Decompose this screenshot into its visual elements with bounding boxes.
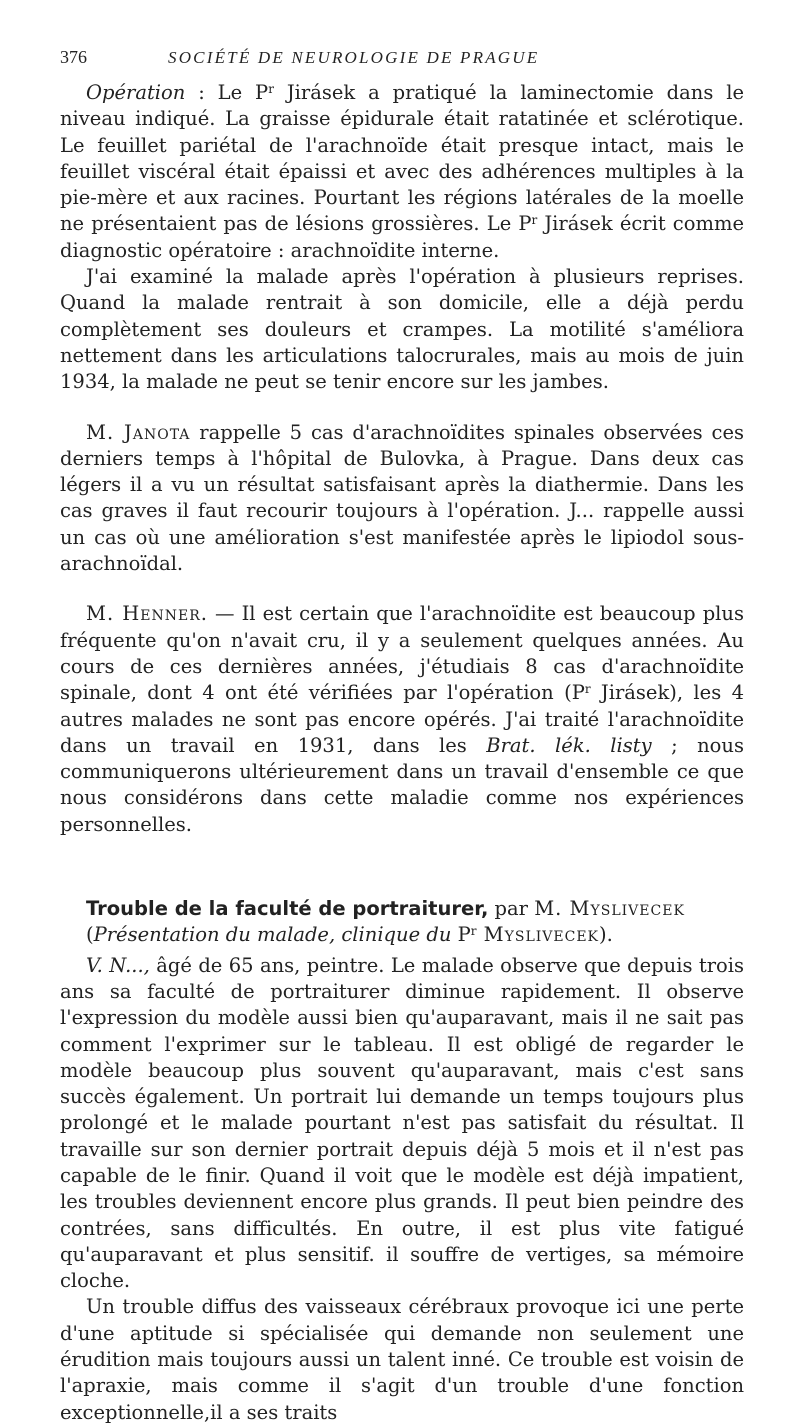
subtitle-dr: P (451, 923, 471, 947)
patient-initials: V. N..., (86, 953, 150, 977)
para1-sup2: r (531, 213, 538, 228)
para1-text-a: : Le P (185, 81, 269, 104)
para5-text: âgé de 65 ans, peintre. Le malade observe que depuis trois ans sa faculté de portraiturer diminue rapidement. Il observe l'expression du modèle aussi bien qu'auparavant, mais il ne sait pas comment l'exprimer sur le tableau. Il est obligé de regarder le modèle beaucoup plus souvent qu'auparavant, mais c'est sans succès également. Un portrait lui demande un temps toujours plus prolongé et le malade pourtant n'est pas satisfait du résultat. Il travaille sur son dernier portrait depuis déjà 5 mois et il n'est pas capable de le finir. Quand il voit que le modèle est déjà impatient, les troubles deviennent encore plus grands. Il peut bien peindre des contrées, sans difficultés. En outre, il est plus vite fatigué qu'auparavant et plus sensitif. il souffre de vertiges, sa mémoire cloche. (60, 953, 744, 1293)
operation-label: Opération (86, 81, 186, 104)
section-title: Trouble de la faculté de portraiturer, (86, 897, 489, 921)
running-head: SOCIÉTÉ DE NEUROLOGIE DE PRAGUE (168, 48, 540, 67)
paragraph-henner (60, 601, 744, 838)
page-number: 376 (60, 47, 87, 67)
subtitle-sup: r (470, 924, 477, 939)
section-subtitle (60, 922, 744, 948)
paragraph-operation (60, 80, 744, 264)
para1-text-b: Jirásek a pratiqué la laminectomie dans le niveau indiqué. La graisse épidurale était ratatinée et sclérotique. Le feuillet pariétal de l'arachnoïde était presque intact, mais le feuillet viscéral était épaissi et avec des adhérences multiples à la pie-mère et aux racines. Pourtant les régions latérales de la moelle ne présentaient pas de lésions grossières. Le P (60, 81, 745, 236)
spacer (60, 577, 744, 601)
paragraph-case (60, 953, 744, 1295)
spacer (60, 838, 744, 896)
paragraph-conclusion: Un trouble diffus des vaisseaux cérébraux provoque ici une perte d'une aptitude si spécialisée qui demande non seulement une érudition mais toujours aussi un talent inné. Ce trouble est voisin de l'apraxie, mais comme il s'agit d'un trouble d'une fonction exceptionnelle,il a ses traits (60, 1295, 744, 1424)
para4-text-c: ; nous communiquerons ultérieurement dans un travail d'ensemble ce que nous considérons dans cette maladie comme nos expériences personnelles. (60, 733, 744, 836)
paragraph-examination: J'ai examiné la malade après l'opération à plusieurs reprises. Quand la malade rentrait à son domicile, elle a déjà perdu complètement ses douleurs et crampes. La motilité s'améliora nettement dans les articulations talocrurales, mais au mois de juin 1934, la malade ne peut se tenir encore sur les jambes. (60, 265, 744, 394)
para4-text-a: — Il est certain que l'arachnoïdite est beaucoup plus fréquente qu'on n'avait cru, il y a seulement quelques années. Au cours de ces dernières années, j'étudiais 8 cas d'arachnoïdite spinale, dont 4 ont été vérifiées par l'opération (P (60, 602, 744, 705)
para3-text: rappelle 5 cas d'arachnoïdites spinales observées ces derniers temps à l'hôpital de Bulovka, à Prague. Dans deux cas légers il a vu un résultat satisfaisant après la diathermie. Dans les cas graves il faut recourir toujours à l'opération. J... rappelle aussi un cas où une amélioration s'est manifestée après le lipiodol sous-arachnoïdal. (60, 420, 744, 576)
subtitle-author: Myslivecek (476, 923, 600, 947)
section-by: par (488, 897, 535, 921)
para4-sup: r (584, 682, 591, 697)
subtitle-open: ( (86, 923, 94, 947)
section-author: M. Myslivecek (534, 897, 685, 921)
speaker-janota: M. Janota (86, 420, 191, 444)
para1-text-c: Jirásek écrit comme diagnostic opératoire : arachnoïdite interne. (60, 212, 744, 262)
speaker-henner: M. Henner. (86, 602, 208, 626)
paragraph-janota (60, 420, 744, 578)
para4-text-b: Jirásek), les 4 autres malades ne sont pas encore opérés. J'ai traité l'arachnoïdite dans un travail en 1931, dans les (60, 681, 744, 757)
section-title-line (60, 896, 744, 922)
subtitle-italic: Présentation du malade, clinique du (93, 923, 452, 947)
journal-title: Brat. lék. listy (486, 733, 652, 757)
page-header (60, 44, 744, 70)
subtitle-close: ). (599, 923, 613, 947)
spacer (60, 396, 744, 420)
para1-sup: r (268, 82, 274, 96)
